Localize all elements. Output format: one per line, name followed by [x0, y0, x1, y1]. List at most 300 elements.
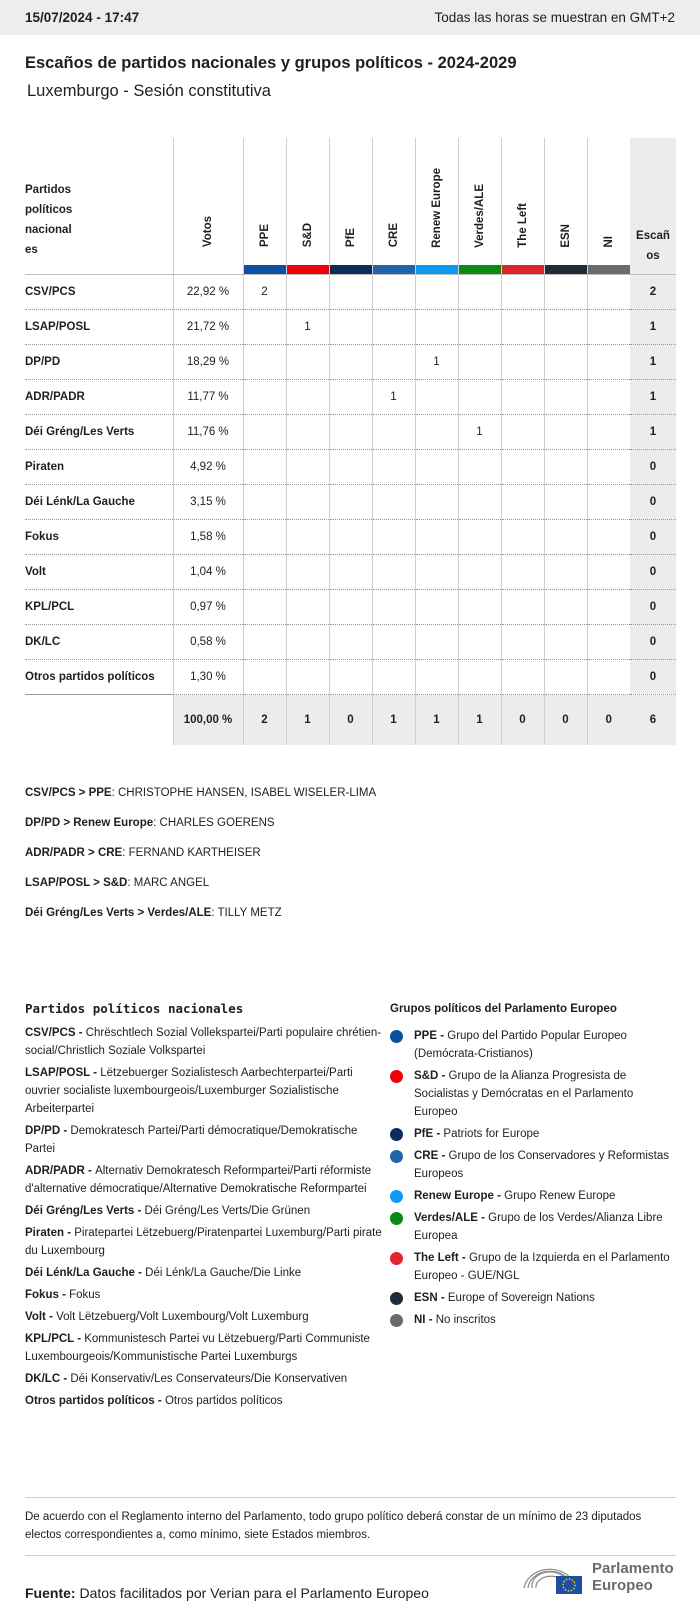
header-group-3 [372, 138, 415, 274]
page-title: Escaños de partidos nacionales y grupos políticos - 2024-2029 [25, 54, 517, 72]
legend-party-item [25, 1122, 390, 1158]
seat-cell [329, 274, 372, 309]
seat-cell [587, 379, 630, 414]
ep-logo [520, 1558, 674, 1596]
timezone-note: Todas las horas se muestran en GMT+2 [434, 10, 675, 25]
legend-party-name: Kommunistesch Partei vu Lëtzebuerg/Parti Communiste Luxembourgeois/Kommunistische Partei Luxemburgs [25, 1333, 370, 1363]
seat-cell [286, 274, 329, 309]
seat-cell: 1 [415, 344, 458, 379]
legend-ep-groups [390, 1000, 676, 1414]
seat-total: 1 [630, 344, 676, 379]
total-seat-cell: 1 [372, 694, 415, 745]
legend-groups-heading: Grupos políticos del Parlamento Europeo [390, 1003, 617, 1015]
seat-cell [415, 449, 458, 484]
legend-party-name: Alternativ Demokratesch Reformpartei/Parti réformiste d'alternative démocratique/Alternative Demokratische Reformpartei [25, 1165, 372, 1195]
legend-group-name: Patriots for Europe [443, 1128, 540, 1140]
legend-group-item [390, 1147, 676, 1183]
legend-party-abbr: DK/LC [25, 1373, 61, 1385]
seat-cell [587, 519, 630, 554]
seat-cell [415, 624, 458, 659]
seat-cell [415, 484, 458, 519]
seat-cell [501, 624, 544, 659]
vote-share: 3,15 % [173, 484, 243, 519]
legend-group-name: Grupo de la Izquierda en el Parlamento Europeo - GUE/NGL [414, 1252, 670, 1282]
seat-cell [286, 589, 329, 624]
legend-group-item [390, 1289, 676, 1307]
seat-cell [587, 344, 630, 379]
seat-cell [329, 309, 372, 344]
legend-group-abbr: ESN [414, 1292, 438, 1304]
seat-cell [243, 659, 286, 694]
seat-cell [458, 274, 501, 309]
legend-party-name: Demokratesch Partei/Parti démocratique/Demokratische Partei [25, 1125, 358, 1155]
legend-sep: - [458, 1252, 469, 1264]
seat-cell [501, 344, 544, 379]
results-table-wrap [25, 138, 676, 745]
legend-party-abbr: Déi Gréng/Les Verts [25, 1205, 135, 1217]
header-group-label: S&D [301, 223, 314, 248]
legend-party-abbr: DP/PD [25, 1125, 61, 1137]
header-group-label: PPE [258, 224, 271, 248]
total-seat-cell: 0 [587, 694, 630, 745]
party-name: Otros partidos políticos [25, 659, 173, 694]
legend-group-item [390, 1027, 676, 1063]
seat-cell [544, 624, 587, 659]
legend-sep: - [437, 1292, 448, 1304]
header-group-label: The Left [516, 202, 529, 248]
legend-group-text [414, 1147, 676, 1183]
seat-total: 0 [630, 589, 676, 624]
party-name: Déi Gréng/Les Verts [25, 414, 173, 449]
legend-group-text [414, 1209, 676, 1245]
seat-cell [544, 414, 587, 449]
seat-cell [243, 379, 286, 414]
seat-cell [587, 484, 630, 519]
legend-group-text [414, 1249, 676, 1285]
legend-sep: - [493, 1190, 505, 1202]
total-seat-cell: 1 [415, 694, 458, 745]
legend-group-text [414, 1311, 496, 1329]
seat-cell: 1 [286, 309, 329, 344]
total-seat-cell: 0 [329, 694, 372, 745]
assignment-sep: : [153, 817, 160, 829]
seat-cell [286, 449, 329, 484]
header-group-6 [501, 138, 544, 274]
group-color-dot-icon [390, 1252, 403, 1265]
legend-sep: - [75, 1027, 86, 1039]
legend-group-item [390, 1209, 676, 1245]
group-color-bar [459, 265, 501, 274]
legend-group-abbr: Renew Europe [414, 1190, 494, 1202]
vote-share: 0,97 % [173, 589, 243, 624]
party-name: Volt [25, 554, 173, 589]
legend-party-item [25, 1370, 390, 1388]
seat-cell [587, 414, 630, 449]
total-seats: 6 [630, 694, 676, 745]
vote-share: 18,29 % [173, 344, 243, 379]
legend-group-item [390, 1249, 676, 1285]
legend-sep: - [438, 1070, 449, 1082]
seat-cell [587, 309, 630, 344]
seat-cell [501, 379, 544, 414]
group-color-dot-icon [390, 1030, 403, 1043]
legend-sep: - [438, 1150, 449, 1162]
legend-group-abbr: PPE [414, 1030, 438, 1042]
seat-cell [286, 414, 329, 449]
table-row [25, 589, 676, 624]
assignment-sep: : [122, 847, 129, 859]
seat-cell [415, 414, 458, 449]
table-row [25, 379, 676, 414]
header-group-8 [587, 138, 630, 274]
legend-party-name: Fokus [69, 1289, 101, 1301]
assignment-value: MARC ANGEL [133, 877, 210, 889]
legend-sep: - [134, 1205, 145, 1217]
group-color-bar [416, 265, 458, 274]
legend-group-name: Grupo de los Verdes/Alianza Libre Europea [414, 1212, 663, 1242]
group-color-bar [244, 265, 286, 274]
assignment-value: TILLY METZ [217, 907, 282, 919]
assignment-item [25, 845, 376, 875]
seat-cell [286, 624, 329, 659]
seat-cell [243, 449, 286, 484]
seat-cell [243, 484, 286, 519]
legend-party-item [25, 1064, 390, 1118]
assignment-key: Déi Gréng/Les Verts > Verdes/ALE [25, 907, 212, 919]
group-color-bar [373, 265, 415, 274]
vote-share: 22,92 % [173, 274, 243, 309]
party-name: KPL/PCL [25, 589, 173, 624]
seat-assignments [25, 785, 376, 935]
legend-group-abbr: PfE [414, 1128, 434, 1140]
seat-cell [329, 379, 372, 414]
legend-party-abbr: Déi Lénk/La Gauche [25, 1267, 135, 1279]
assignment-sep: : [211, 907, 218, 919]
seat-total: 0 [630, 659, 676, 694]
legend-sep: - [89, 1067, 101, 1079]
source [25, 1585, 429, 1601]
table-row [25, 624, 676, 659]
total-seat-cell: 0 [544, 694, 587, 745]
group-color-dot-icon [390, 1314, 403, 1327]
results-table [25, 138, 676, 745]
vote-share: 11,76 % [173, 414, 243, 449]
party-name: Déi Lénk/La Gauche [25, 484, 173, 519]
header-group-label: NI [602, 236, 615, 248]
seat-cell [329, 414, 372, 449]
seat-total: 1 [630, 379, 676, 414]
legend-national-parties [25, 1000, 390, 1414]
group-color-dot-icon [390, 1190, 403, 1203]
table-row [25, 484, 676, 519]
seat-cell [544, 274, 587, 309]
parliament-emblem-icon [520, 1558, 584, 1596]
table-row [25, 344, 676, 379]
total-seat-cell: 1 [458, 694, 501, 745]
page-subtitle: Luxemburgo - Sesión constitutiva [27, 82, 271, 100]
legend-sep: - [154, 1395, 165, 1407]
legend-party-abbr: LSAP/POSL [25, 1067, 90, 1079]
seat-cell [458, 624, 501, 659]
table-row [25, 554, 676, 589]
legend-group-name: Grupo de los Conservadores y Reformistas Europeos [414, 1150, 670, 1180]
seat-cell [458, 659, 501, 694]
seat-cell [286, 659, 329, 694]
legend-group-text [414, 1067, 676, 1121]
legend-party-item [25, 1392, 390, 1410]
legend-party-name: Otros partidos políticos [164, 1395, 283, 1407]
seat-cell [415, 309, 458, 344]
logo-text: Parlamento Europeo [592, 1560, 674, 1594]
legend-party-abbr: CSV/PCS [25, 1027, 76, 1039]
header-group-7 [544, 138, 587, 274]
party-name: Fokus [25, 519, 173, 554]
seat-cell: 2 [243, 274, 286, 309]
group-color-bar [545, 265, 587, 274]
group-color-dot-icon [390, 1292, 403, 1305]
header-seats [630, 138, 676, 274]
seat-cell [243, 309, 286, 344]
seat-cell [415, 379, 458, 414]
seat-cell [286, 344, 329, 379]
legend-group-abbr: CRE [414, 1150, 439, 1162]
header-group-5 [458, 138, 501, 274]
legend-party-name: Lëtzebuerger Sozialistesch Aarbechterpartei/Parti ouvrier socialiste luxembourgeois/Luxemburger Sozialistische Arbeiterpartei [25, 1067, 353, 1115]
legend-group-abbr: S&D [414, 1070, 439, 1082]
assignment-item [25, 905, 376, 935]
vote-share: 11,77 % [173, 379, 243, 414]
legend-sep: - [64, 1227, 75, 1239]
seat-cell [458, 554, 501, 589]
total-votes: 100,00 % [173, 694, 243, 745]
legend-party-name: Volt Lëtzebuerg/Volt Luxembourg/Volt Luxemburg [56, 1311, 309, 1323]
seat-total: 2 [630, 274, 676, 309]
totals-blank [25, 694, 173, 745]
seat-cell [415, 554, 458, 589]
assignment-value: CHARLES GOERENS [159, 817, 275, 829]
seat-cell [372, 484, 415, 519]
seat-cell [243, 624, 286, 659]
table-row [25, 414, 676, 449]
seat-cell [458, 344, 501, 379]
seat-cell [544, 309, 587, 344]
legend-party-abbr: Otros partidos políticos [25, 1395, 155, 1407]
legend-group-text [414, 1027, 676, 1063]
legend-group-abbr: Verdes/ALE [414, 1212, 478, 1224]
legend-group-text [414, 1187, 615, 1205]
seat-cell [544, 519, 587, 554]
legend-sep: - [58, 1289, 70, 1301]
seat-cell [501, 309, 544, 344]
legend-group-text [414, 1289, 595, 1307]
seat-cell [372, 414, 415, 449]
party-name: DP/PD [25, 344, 173, 379]
seat-cell [329, 554, 372, 589]
legend-party-abbr: ADR/PADR [25, 1165, 85, 1177]
assignment-sep: : [127, 877, 134, 889]
seat-total: 0 [630, 484, 676, 519]
assignment-key: DP/PD > Renew Europe [25, 817, 154, 829]
assignment-item [25, 785, 376, 815]
legend-party-abbr: Piraten [25, 1227, 64, 1239]
legend-parties-heading: Partidos políticos nacionales [25, 1001, 244, 1016]
header-group-label: CRE [387, 223, 400, 248]
legend-sep: - [45, 1311, 57, 1323]
seat-cell [329, 449, 372, 484]
legend-party-item [25, 1162, 390, 1198]
legend-party-item [25, 1224, 390, 1260]
legend-sep: - [477, 1212, 489, 1224]
table-row [25, 309, 676, 344]
seat-cell [544, 554, 587, 589]
vote-share: 4,92 % [173, 449, 243, 484]
seat-cell [501, 484, 544, 519]
group-color-dot-icon [390, 1150, 403, 1163]
rules-note: De acuerdo con el Reglamento interno del Parlamento, todo grupo político deberá constar de un mínimo de 23 diputados electos correspondientes a, como mínimo, siete Estados miembros. [25, 1497, 676, 1556]
legend-sep: - [84, 1165, 96, 1177]
seat-cell [372, 344, 415, 379]
legend-party-name: Déi Lénk/La Gauche/Die Linke [145, 1267, 302, 1279]
table-row [25, 519, 676, 554]
seat-cell [458, 309, 501, 344]
legend-group-text [414, 1125, 539, 1143]
seat-cell [372, 449, 415, 484]
seat-total: 0 [630, 449, 676, 484]
legend-party-item [25, 1264, 390, 1282]
datetime: 15/07/2024 - 17:47 [25, 10, 140, 25]
seat-cell [372, 659, 415, 694]
legend-party-name: Déi Gréng/Les Verts/Die Grünen [144, 1205, 311, 1217]
seat-cell [286, 519, 329, 554]
seat-cell [587, 624, 630, 659]
header-seats-label: Escañ os [636, 229, 670, 262]
seat-cell [286, 484, 329, 519]
seat-cell [587, 554, 630, 589]
source-text: Datos facilitados por Verian para el Parlamento Europeo [79, 1585, 429, 1601]
seat-cell [544, 449, 587, 484]
legend-group-name: Grupo Renew Europe [504, 1190, 616, 1202]
legend-group-item [390, 1311, 676, 1329]
legend-group-name: No inscritos [435, 1314, 496, 1326]
seat-cell: 1 [372, 379, 415, 414]
header-group-label: Renew Europe [430, 167, 443, 248]
legend-group-abbr: NI [414, 1314, 426, 1326]
seat-cell [415, 519, 458, 554]
seat-cell [329, 589, 372, 624]
legend-group-name: Grupo de la Alianza Progresista de Socialistas y Demócratas en el Parlamento Europeo [414, 1070, 634, 1118]
seat-cell [544, 344, 587, 379]
party-name: Piraten [25, 449, 173, 484]
header-group-label: Verdes/ALE [473, 183, 486, 248]
legend-group-item [390, 1187, 676, 1205]
seat-cell [415, 659, 458, 694]
seat-cell [501, 554, 544, 589]
party-name: CSV/PCS [25, 274, 173, 309]
vote-share: 1,04 % [173, 554, 243, 589]
seat-cell [544, 589, 587, 624]
seat-cell [329, 659, 372, 694]
seat-cell [458, 484, 501, 519]
seat-cell [329, 344, 372, 379]
group-color-bar [502, 265, 544, 274]
seat-cell [415, 274, 458, 309]
seat-cell [372, 309, 415, 344]
legend-sep: - [425, 1314, 436, 1326]
seat-cell [587, 589, 630, 624]
assignment-key: LSAP/POSL > S&D [25, 877, 128, 889]
seat-cell [458, 589, 501, 624]
legend-sep: - [433, 1128, 444, 1140]
total-seat-cell: 2 [243, 694, 286, 745]
seat-cell [544, 659, 587, 694]
seat-cell [372, 589, 415, 624]
seat-cell [501, 449, 544, 484]
seat-cell [372, 274, 415, 309]
assignment-key: ADR/PADR > CRE [25, 847, 123, 859]
assignment-key: CSV/PCS > PPE [25, 787, 112, 799]
legend [25, 1000, 676, 1414]
seat-cell [243, 344, 286, 379]
seat-cell [587, 274, 630, 309]
vote-share: 1,30 % [173, 659, 243, 694]
assignment-item [25, 815, 376, 845]
legend-group-item [390, 1125, 676, 1143]
seat-cell [587, 659, 630, 694]
legend-party-item [25, 1286, 390, 1304]
source-label: Fuente: [25, 1585, 76, 1601]
legend-sep: - [74, 1333, 85, 1345]
seat-cell [501, 274, 544, 309]
seat-cell [501, 589, 544, 624]
legend-sep: - [134, 1267, 146, 1279]
legend-party-item [25, 1308, 390, 1326]
header-group-2 [329, 138, 372, 274]
legend-sep: - [60, 1125, 71, 1137]
legend-party-item [25, 1330, 390, 1366]
seat-cell [501, 414, 544, 449]
seat-cell [243, 519, 286, 554]
seat-total: 0 [630, 519, 676, 554]
seat-cell [415, 589, 458, 624]
seat-cell [372, 519, 415, 554]
seat-cell [501, 519, 544, 554]
seat-cell: 1 [458, 414, 501, 449]
seat-total: 0 [630, 624, 676, 659]
group-color-bar [588, 265, 631, 274]
legend-sep: - [437, 1030, 448, 1042]
seat-cell [544, 379, 587, 414]
vote-share: 21,72 % [173, 309, 243, 344]
table-row [25, 274, 676, 309]
header-party: Partidos políticos nacional es [25, 138, 173, 274]
header-group-label: PfE [344, 228, 357, 248]
legend-party-name: Déi Konservativ/Les Conservateurs/Die Konservativen [70, 1373, 348, 1385]
seat-cell [587, 449, 630, 484]
legend-group-abbr: The Left [414, 1252, 459, 1264]
seat-cell [329, 484, 372, 519]
assignment-item [25, 875, 376, 905]
seat-cell [286, 554, 329, 589]
assignment-value: FERNAND KARTHEISER [128, 847, 261, 859]
seat-cell [458, 519, 501, 554]
seat-cell [329, 519, 372, 554]
group-color-dot-icon [390, 1212, 403, 1225]
legend-sep: - [60, 1373, 71, 1385]
header-group-label: ESN [559, 223, 572, 248]
totals-row [25, 694, 676, 745]
table-row [25, 659, 676, 694]
seat-cell [458, 379, 501, 414]
